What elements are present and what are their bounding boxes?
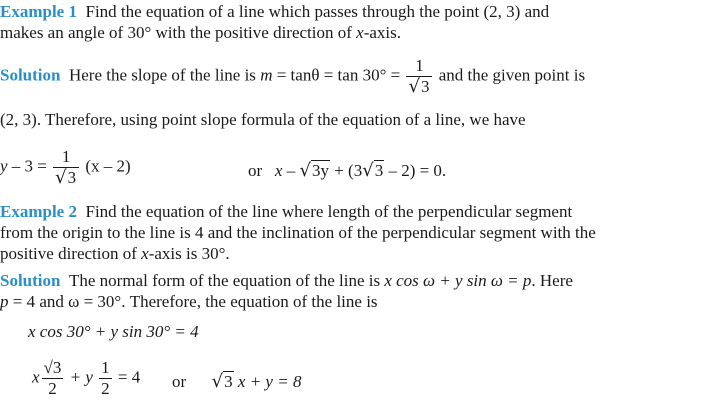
eq2-den2: 2 (101, 379, 110, 398)
eq-right-b: + (3 (329, 161, 363, 180)
example-1-text-2b: -axis. (363, 23, 401, 42)
sqrt-symbol: √3 (55, 167, 77, 188)
eq2-plus-y: + y (65, 367, 98, 387)
solution-1-line-1 (0, 56, 585, 97)
sqrt-symbol: √3 (211, 371, 233, 392)
sqrt-symbol: √3y (299, 160, 329, 181)
solution-2-line-2 (0, 292, 378, 312)
eq2-fraction-2 (99, 358, 112, 399)
example-2-x-variable: x (141, 244, 149, 263)
eq2-x: x (32, 367, 40, 387)
eq-y: y (0, 156, 8, 176)
example-1-line-2 (0, 23, 401, 43)
solution-1-text-b: = tanθ = tan 30° = (272, 65, 405, 85)
fraction-numerator: 1 (415, 56, 424, 75)
eq-cos-sin: x cos 30° + y sin 30° = 4 (28, 322, 199, 341)
example-2-text-2: from the origin to the line is 4 and the inclination of the perpendicular segment with the (0, 223, 596, 242)
eq2-num: √3 (43, 358, 62, 377)
fraction-denominator (406, 76, 432, 97)
eq-fraction-num: 1 (61, 147, 71, 166)
example-1-line-1 (0, 2, 549, 22)
example-1-text-1: Find the equation of a line which passes through the point (2, 3) and (85, 2, 550, 21)
example-2-line-2 (0, 223, 596, 243)
or-word-2: or (172, 372, 187, 391)
solution-1-text-c: and the given point is (434, 65, 586, 85)
example-2-label: Example 2 (0, 202, 77, 221)
eq2-den: 2 (42, 378, 64, 399)
sqrt-symbol: √3 (408, 76, 430, 97)
equation-line-3 (32, 358, 140, 399)
or-word: or (248, 161, 263, 180)
eq-left-tail: (x – 2) (81, 156, 131, 176)
eq-fraction-den (53, 167, 79, 188)
eq-right-c: – 2) = 0. (384, 161, 447, 180)
example-1-x-variable: x (356, 23, 364, 42)
slope-fraction (406, 56, 432, 97)
p-variable: p (0, 292, 9, 311)
solution-1-text-a: Here the slope of the line is (68, 65, 261, 85)
slope-symbol: m (260, 65, 273, 85)
solution-2-text-2: = 4 and ω = 30°. Therefore, the equation of the line is (8, 292, 378, 311)
equation-line-2 (28, 322, 199, 342)
example-2-line-3 (0, 244, 230, 264)
solution-2-label: Solution (0, 271, 61, 290)
eq-x: x (274, 161, 283, 180)
example-1-label: Example 1 (0, 2, 77, 21)
equation-line-1-right (248, 161, 446, 181)
normal-form-equation: x cos ω + y sin ω = p (384, 271, 532, 290)
solution-1-line-2 (0, 110, 526, 130)
sqrt-symbol: √3 (362, 160, 384, 181)
example-1-text-2a: makes an angle of 30° with the positive direction of (0, 23, 357, 42)
eq2-equals: = 4 (113, 367, 141, 387)
equation-line-3-right (172, 372, 301, 392)
solution-2-text-b: . Here (531, 271, 573, 290)
solution-2-text-a: The normal form of the equation of the line is (68, 271, 385, 290)
eq-fraction (53, 147, 79, 188)
eq-right-a: – (282, 161, 300, 180)
solution-1-text-2: (2, 3). Therefore, using point slope formula of the equation of a line, we have (0, 110, 526, 129)
example-2-text-1: Find the equation of the line where length of the perpendicular segment (85, 202, 573, 221)
example-2-text-3a: positive direction of (0, 244, 142, 263)
eq3-tail: x + y = 8 (233, 372, 302, 391)
eq-left: – 3 = (7, 156, 52, 176)
solution-1-label: Solution (0, 65, 61, 85)
eq2-num2: 1 (101, 358, 110, 377)
example-2-text-3b: -axis is 30°. (148, 244, 230, 263)
solution-2-line-1 (0, 271, 573, 291)
equation-line-1 (0, 147, 131, 188)
example-2-line-1 (0, 202, 572, 222)
eq2-fraction-1 (42, 358, 64, 399)
